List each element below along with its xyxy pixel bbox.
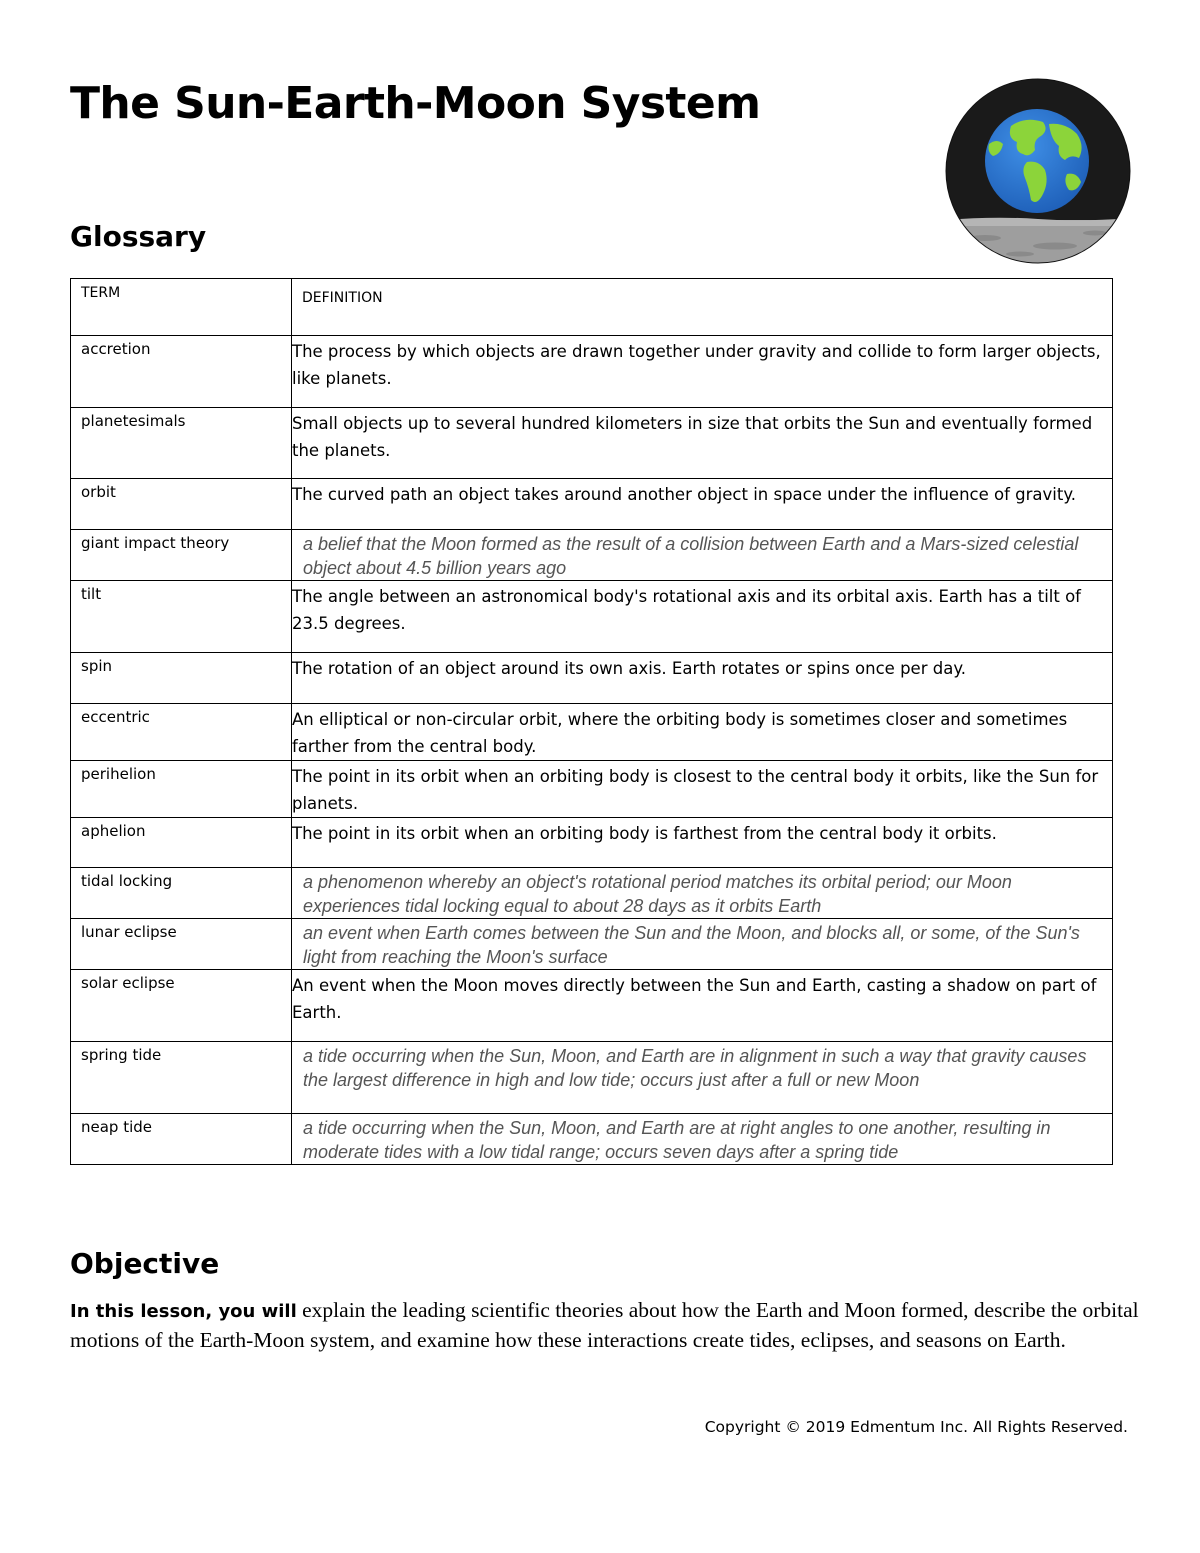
- glossary-row: [71, 530, 1113, 581]
- glossary-definition: a phenomenon whereby an object's rotational period matches its orbital period; our Moon experiences tidal locking equal to about 28 days as it orbits Earth: [292, 868, 1113, 919]
- glossary-table: [70, 278, 1113, 1165]
- glossary-term: tilt: [71, 581, 292, 653]
- earth-from-moon-icon: [945, 78, 1131, 264]
- glossary-term: solar eclipse: [71, 970, 292, 1042]
- glossary-definition: An event when the Moon moves directly between the Sun and Earth, casting a shadow on part of Earth.: [292, 970, 1113, 1042]
- glossary-term: eccentric: [71, 704, 292, 761]
- glossary-term: spin: [71, 653, 292, 704]
- glossary-term: aphelion: [71, 818, 292, 868]
- glossary-row: [71, 408, 1113, 479]
- glossary-term: neap tide: [71, 1114, 292, 1165]
- glossary-term: orbit: [71, 479, 292, 530]
- glossary-definition: The point in its orbit when an orbiting body is farthest from the central body it orbits.: [292, 818, 1113, 868]
- glossary-definition: The curved path an object takes around another object in space under the influence of gravity.: [292, 479, 1113, 530]
- glossary-row: [71, 919, 1113, 970]
- glossary-row: [71, 1042, 1113, 1114]
- glossary-term: tidal locking: [71, 868, 292, 919]
- objective-heading: Objective: [70, 1247, 220, 1280]
- glossary-row: [71, 1114, 1113, 1165]
- definition-column-header: DEFINITION: [292, 279, 1113, 336]
- glossary-row: [71, 653, 1113, 704]
- glossary-definition: The rotation of an object around its own axis. Earth rotates or spins once per day.: [292, 653, 1113, 704]
- glossary-header-row: [71, 279, 1113, 336]
- glossary-definition: The point in its orbit when an orbiting body is closest to the central body it orbits, like the Sun for planets.: [292, 761, 1113, 818]
- glossary-term: lunar eclipse: [71, 919, 292, 970]
- objective-text: explain the leading scientific theories about how the Earth and Moon formed, describe the orbital motions of the Earth-Moon system, and examine how these interactions create tides, eclipses, and seasons on Earth.: [70, 1298, 1139, 1352]
- glossary-heading: Glossary: [70, 220, 207, 253]
- objective-paragraph: [70, 1296, 1140, 1355]
- page-title: The Sun-Earth-Moon System: [70, 78, 761, 129]
- glossary-definition: a tide occurring when the Sun, Moon, and Earth are in alignment in such a way that gravity causes the largest difference in high and low tide; occurs just after a full or new Moon: [292, 1042, 1113, 1114]
- copyright-notice: Copyright © 2019 Edmentum Inc. All Rights Reserved.: [704, 1418, 1128, 1436]
- objective-lead: In this lesson, you will: [70, 1301, 297, 1322]
- glossary-term: perihelion: [71, 761, 292, 818]
- glossary-row: [71, 868, 1113, 919]
- glossary-definition: a tide occurring when the Sun, Moon, and Earth are at right angles to one another, resulting in moderate tides with a low tidal range; occurs seven days after a spring tide: [292, 1114, 1113, 1165]
- glossary-row: [71, 818, 1113, 868]
- glossary-term: spring tide: [71, 1042, 292, 1114]
- glossary-row: [71, 479, 1113, 530]
- glossary-term: planetesimals: [71, 408, 292, 479]
- glossary-row: [71, 970, 1113, 1042]
- glossary-definition: The angle between an astronomical body's rotational axis and its orbital axis. Earth has a tilt of 23.5 degrees.: [292, 581, 1113, 653]
- glossary-definition: The process by which objects are drawn together under gravity and collide to form larger objects, like planets.: [292, 336, 1113, 408]
- glossary-definition: an event when Earth comes between the Sun and the Moon, and blocks all, or some, of the Sun's light from reaching the Moon's surface: [292, 919, 1113, 970]
- glossary-term: giant impact theory: [71, 530, 292, 581]
- glossary-definition: An elliptical or non-circular orbit, where the orbiting body is sometimes closer and sometimes farther from the central body.: [292, 704, 1113, 761]
- glossary-definition: Small objects up to several hundred kilometers in size that orbits the Sun and eventually formed the planets.: [292, 408, 1113, 479]
- term-column-header: TERM: [71, 279, 292, 336]
- glossary-row: [71, 761, 1113, 818]
- glossary-row: [71, 581, 1113, 653]
- glossary-row: [71, 704, 1113, 761]
- glossary-row: [71, 336, 1113, 408]
- glossary-term: accretion: [71, 336, 292, 408]
- glossary-definition: a belief that the Moon formed as the result of a collision between Earth and a Mars-sized celestial object about 4.5 billion years ago: [292, 530, 1113, 581]
